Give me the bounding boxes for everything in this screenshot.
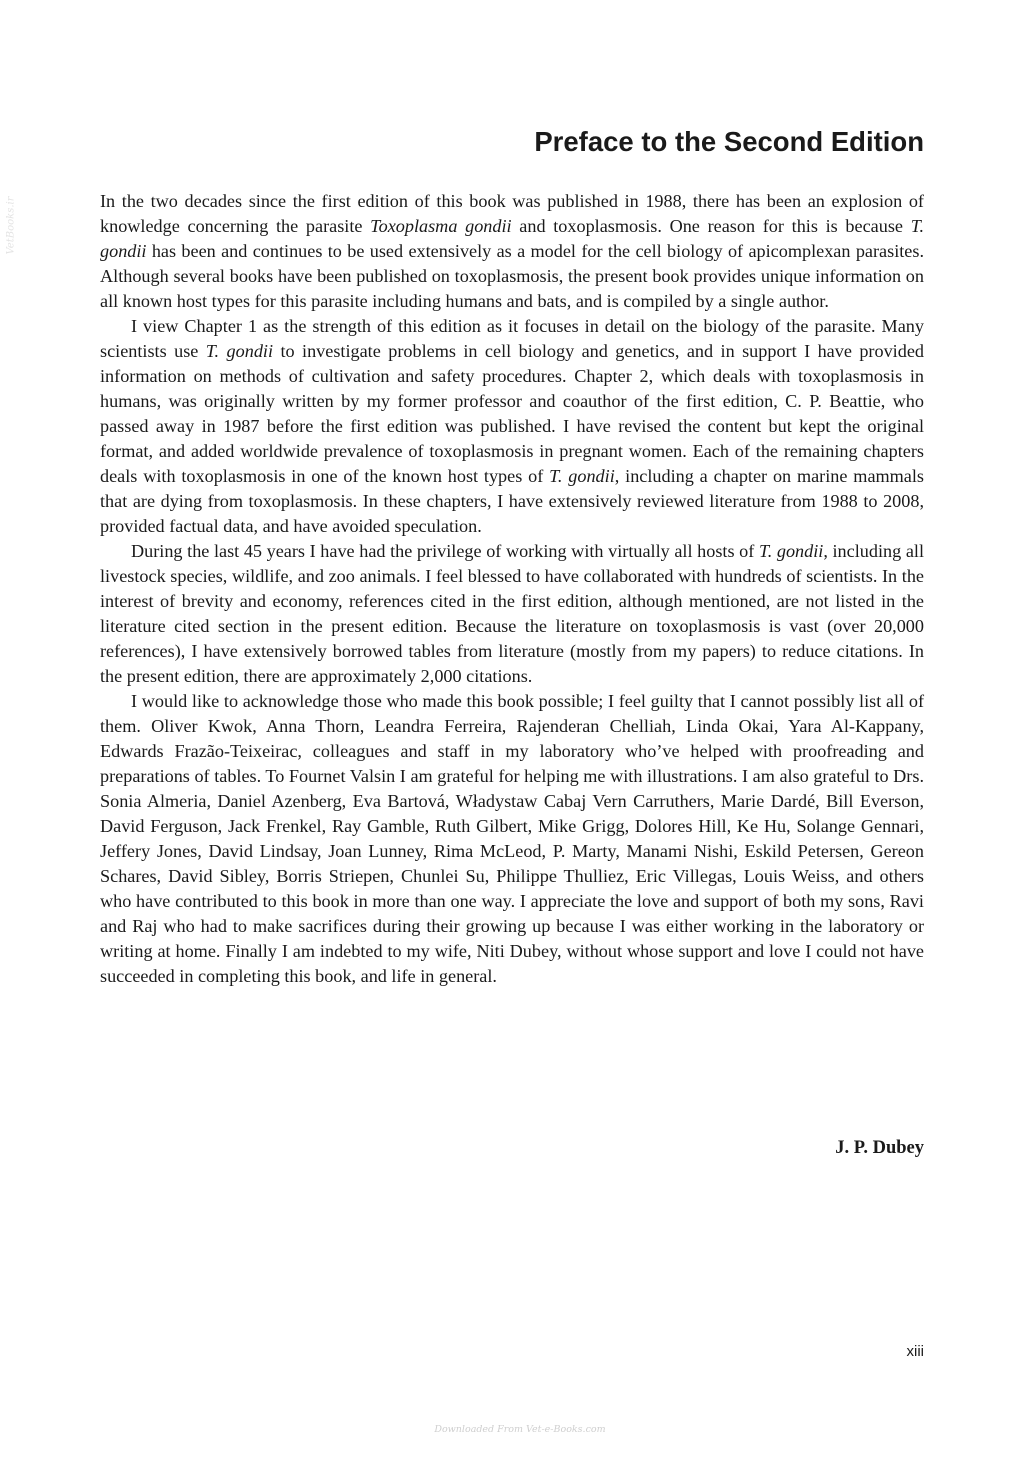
paragraph-1-text: has been and continues to be used extensively as a model for the cell biology of apicomplexan parasites. Although several books have been published on toxoplasmosis, the present book provides unique information on all known host types for this parasite including humans and bats, and is compiled by a single author. — [100, 241, 924, 311]
species-name: T. gondii — [758, 541, 824, 561]
species-name: T. gondii — [549, 466, 615, 486]
footer-watermark: Downloaded From Vet-e-Books.com — [434, 1424, 606, 1435]
author-signature: J. P. Dubey — [835, 1138, 924, 1158]
page-title: Preface to the Second Edition — [534, 126, 924, 157]
paragraph-1-text: and toxoplasmosis. One reason for this is because — [511, 216, 911, 236]
paragraph-2-text: I view Chapter 1 as the strength of this edition as it focuses in detail on the biology of the parasite. Many scientists use — [100, 316, 924, 361]
species-name: T. gondii — [100, 216, 925, 261]
paragraph-1 — [100, 189, 924, 314]
paragraph-4 — [100, 689, 924, 989]
paragraph-3-text: , including all livestock species, wildlife, and zoo animals. I feel blessed to have collaborated with hundreds of scientists. In the interest of brevity and economy, references cited in the first edition, although mentioned, are not listed in the literature cited section in the present edition. Because the literature on toxoplasmosis is vast (over 20,000 references), I have extensively borrowed tables from literature (mostly from my papers) to reduce citations. In the present edition, there are approximately 2,000 citations. — [100, 541, 924, 686]
paragraph-4-text: I would like to acknowledge those who made this book possible; I feel guilty that I cannot possibly list all of them. Oliver Kwok, Anna Thorn, Leandra Ferreira, Rajenderan Chelliah, Linda Okai, Yara Al-Kappany, Edwards Frazão-Teixeirac, colleagues and staff in my laboratory who’ve helped with proofreading and preparations of tables. To Fournet Valsin I am grateful for helping me with illustrations. I am also grateful to Drs. Sonia Almeria, Daniel Azenberg, Eva Bartová, Władystaw Cabaj Vern Carruthers, Marie Dardé, Bill Everson, David Ferguson, Jack Frenkel, Ray Gamble, Ruth Gilbert, Mike Grigg, Dolores Hill, Ke Hu, Solange Gennari, Jeffery Jones, David Lindsay, Joan Lunney, Rima McLeod, P. Marty, Manami Nishi, Eskild Petersen, Gereon Schares, David Sibley, Borris Striepen, Chunlei Su, Philippe Thulliez, Eric Villegas, Louis Weiss, and others who have contributed to this book in more than one way. I appreciate the love and support of both my sons, Ravi and Raj who had to make sacrifices during their growing up because I was either working in the laboratory or writing at home. Finally I am indebted to my wife, Niti Dubey, without whose support and love I could not have succeeded in completing this book, and life in general. — [100, 691, 924, 986]
paragraph-3 — [100, 539, 924, 689]
paragraph-2 — [100, 314, 924, 539]
page-number: xiii — [906, 1343, 924, 1360]
paragraph-1-text: In the two decades since the first edition of this book was published in 1988, there has been an explosion of knowledge concerning the parasite — [100, 191, 924, 236]
paragraph-2-text: , including a chapter on marine mammals that are dying from toxoplasmosis. In these chapters, I have extensively reviewed literature from 1988 to 2008, provided factual data, and have avoided speculation. — [100, 466, 925, 536]
species-name: Toxoplasma gondii — [370, 216, 512, 236]
preface-body — [100, 189, 924, 989]
species-name: T. gondii — [205, 341, 274, 361]
side-watermark: VetBooks.ir — [5, 196, 17, 255]
paragraph-2-text: to investigate problems in cell biology and genetics, and in support I have provided information on methods of cultivation and safety procedures. Chapter 2, which deals with toxoplasmosis in humans, was originally written by my former professor and coauthor of the first edition, C. P. Beattie, who passed away in 1987 before the first edition was published. I have revised the content but kept the original format, and added worldwide prevalence of toxoplasmosis in pregnant women. Each of the remaining chapters deals with toxoplasmosis in one of the known host types of — [100, 341, 924, 486]
paragraph-3-text: During the last 45 years I have had the privilege of working with virtually all hosts of — [131, 541, 759, 561]
